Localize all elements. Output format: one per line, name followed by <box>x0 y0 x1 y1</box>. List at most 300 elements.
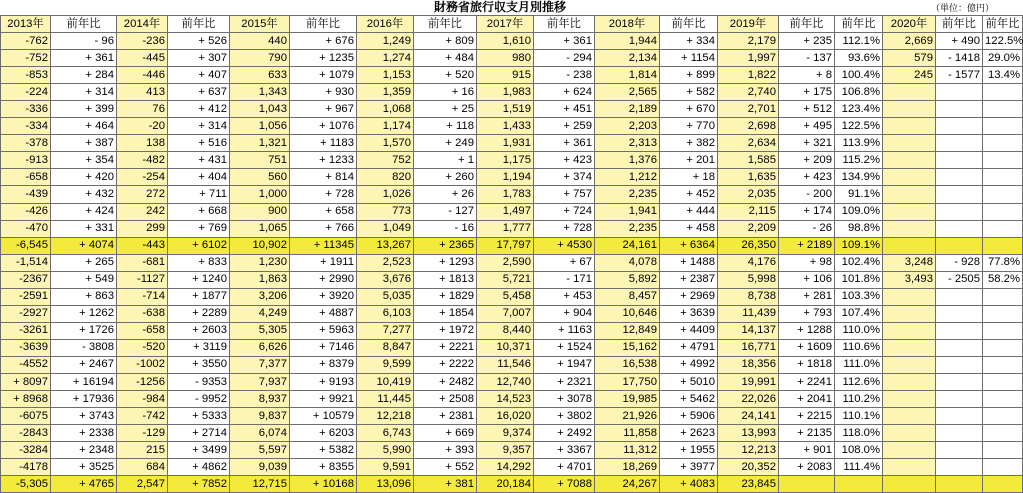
table-cell: 10,419 <box>357 373 414 390</box>
table-cell: - 1577 <box>936 67 983 84</box>
table-cell: + 512 <box>779 101 835 118</box>
table-cell: -1127 <box>117 271 168 288</box>
table-cell <box>883 135 936 152</box>
table-cell: + 2041 <box>779 391 835 408</box>
table-cell: - 9952 <box>168 391 230 408</box>
table-cell: 245 <box>883 67 936 84</box>
table-cell: + 1726 <box>51 322 117 339</box>
table-cell: -2367 <box>1 271 51 288</box>
table-cell: 19,985 <box>595 391 660 408</box>
table-cell: 10,371 <box>477 339 534 356</box>
table-cell: + 444 <box>660 203 718 220</box>
table-cell: - 137 <box>779 50 835 67</box>
table-cell: 16,771 <box>718 339 779 356</box>
table-cell: + 2348 <box>51 442 117 459</box>
table-cell <box>936 118 983 135</box>
table-cell: 1,610 <box>477 33 534 50</box>
table-cell: -439 <box>1 186 51 203</box>
table-cell: + 8355 <box>290 459 357 476</box>
column-header: 前年比 <box>168 16 230 33</box>
column-header: 2014年 <box>117 16 168 33</box>
table-cell: 8,738 <box>718 288 779 305</box>
table-cell: + 833 <box>168 254 230 271</box>
table-cell: 1,814 <box>595 67 660 84</box>
table-cell <box>983 459 1023 476</box>
table-row <box>1 356 1023 373</box>
table-cell: 2,523 <box>357 254 414 271</box>
table-cell <box>883 476 936 493</box>
table-cell: -681 <box>117 254 168 271</box>
table-cell: + 174 <box>779 203 835 220</box>
table-cell: + 3639 <box>660 305 718 322</box>
table-cell: + 11345 <box>290 237 357 254</box>
table-cell: 1,230 <box>230 254 290 271</box>
table-cell: + 423 <box>779 169 835 186</box>
table-cell: -1,514 <box>1 254 51 271</box>
table-cell: + 382 <box>660 135 718 152</box>
table-cell: - 928 <box>936 254 983 271</box>
table-cell: + 5010 <box>660 373 718 390</box>
table-cell: 111.0% <box>835 356 883 373</box>
table-cell: - 127 <box>414 203 477 220</box>
table-cell: + 354 <box>51 152 117 169</box>
table-cell: + 67 <box>534 254 595 271</box>
table-cell: + 4791 <box>660 339 718 356</box>
table-cell: 21,926 <box>595 408 660 425</box>
table-cell: + 2189 <box>779 237 835 254</box>
table-cell: 8,937 <box>230 391 290 408</box>
table-cell: 6,626 <box>230 339 290 356</box>
table-cell: 134.9% <box>835 169 883 186</box>
table-cell: 9,374 <box>477 425 534 442</box>
table-cell: 5,990 <box>357 442 414 459</box>
table-cell <box>983 442 1023 459</box>
table-cell: 9,039 <box>230 459 290 476</box>
table-cell: + 624 <box>534 84 595 101</box>
table-cell: + 2321 <box>534 373 595 390</box>
table-cell: 2,189 <box>595 101 660 118</box>
table-cell: 12,218 <box>357 408 414 425</box>
table-cell <box>883 118 936 135</box>
column-header: 前年比 <box>936 16 983 33</box>
table-cell: 7,277 <box>357 322 414 339</box>
table-row <box>1 391 1023 408</box>
table-cell: 29.0% <box>983 50 1023 67</box>
table-cell <box>883 339 936 356</box>
table-cell: -224 <box>1 84 51 101</box>
table-cell: + 930 <box>290 84 357 101</box>
table-cell: 20,184 <box>477 476 534 493</box>
table-cell: + 809 <box>414 33 477 50</box>
table-cell: -236 <box>117 33 168 50</box>
table-cell <box>983 152 1023 169</box>
table-cell: + 26 <box>414 186 477 203</box>
table-cell <box>936 84 983 101</box>
table-cell: 684 <box>117 459 168 476</box>
table-cell: + 361 <box>51 50 117 67</box>
table-cell: 1,274 <box>357 50 414 67</box>
table-cell <box>983 237 1023 254</box>
table-cell <box>883 305 936 322</box>
table-cell: + 314 <box>168 118 230 135</box>
table-cell: + 201 <box>660 152 718 169</box>
table-cell: + 281 <box>779 288 835 305</box>
table-cell: + 1911 <box>290 254 357 271</box>
table-cell: + 516 <box>168 135 230 152</box>
table-cell: + 361 <box>534 135 595 152</box>
table-cell <box>936 476 983 493</box>
table-cell: + 423 <box>534 152 595 169</box>
table-cell: + 2241 <box>779 373 835 390</box>
table-cell: + 393 <box>414 442 477 459</box>
table-cell: 560 <box>230 169 290 186</box>
table-cell <box>983 476 1023 493</box>
table-cell: -520 <box>117 339 168 356</box>
table-cell: 77.8% <box>983 254 1023 271</box>
table-cell: 3,206 <box>230 288 290 305</box>
table-cell: - 294 <box>534 50 595 67</box>
table-cell: + 2215 <box>779 408 835 425</box>
table-cell: + 967 <box>290 101 357 118</box>
table-cell: 1,321 <box>230 135 290 152</box>
column-header: 前年比 <box>51 16 117 33</box>
table-cell: -4178 <box>1 459 51 476</box>
table-cell: 14,523 <box>477 391 534 408</box>
table-cell: + 676 <box>290 33 357 50</box>
table-cell: -4552 <box>1 356 51 373</box>
table-cell: -129 <box>117 425 168 442</box>
table-cell <box>936 391 983 408</box>
table-cell: 108.0% <box>835 442 883 459</box>
column-header: 前年比 <box>779 16 835 33</box>
table-cell: 106.8% <box>835 84 883 101</box>
table-cell: 6,743 <box>357 425 414 442</box>
table-cell: + 757 <box>534 186 595 203</box>
table-cell: + 711 <box>168 186 230 203</box>
table-cell: 5,721 <box>477 271 534 288</box>
table-cell: + 2492 <box>534 425 595 442</box>
table-cell: + 407 <box>168 67 230 84</box>
table-cell <box>983 186 1023 203</box>
table-cell: -378 <box>1 135 51 152</box>
table-cell <box>983 339 1023 356</box>
table-cell: -470 <box>1 220 51 237</box>
table-cell: + 728 <box>534 220 595 237</box>
table-cell: + 668 <box>168 203 230 220</box>
column-header: 2020年 <box>883 16 936 33</box>
table-cell: 5,892 <box>595 271 660 288</box>
table-cell: 11,439 <box>718 305 779 322</box>
table-cell: 2,590 <box>477 254 534 271</box>
table-row <box>1 186 1023 203</box>
table-cell: + 2623 <box>660 425 718 442</box>
table-cell: 2,179 <box>718 33 779 50</box>
table-cell <box>883 442 936 459</box>
table-cell: + 2387 <box>660 271 718 288</box>
table-cell: + 899 <box>660 67 718 84</box>
table-cell: 12,715 <box>230 476 290 493</box>
table-cell: + 1609 <box>779 339 835 356</box>
table-cell: 440 <box>230 33 290 50</box>
table-cell: 8,847 <box>357 339 414 356</box>
table-cell: 17,750 <box>595 373 660 390</box>
table-cell: + 3920 <box>290 288 357 305</box>
table-cell: + 16194 <box>51 373 117 390</box>
table-cell: 1,931 <box>477 135 534 152</box>
table-cell: + 1262 <box>51 305 117 322</box>
table-cell: 17,797 <box>477 237 534 254</box>
table-cell: + 2289 <box>168 305 230 322</box>
table-cell: 1,519 <box>477 101 534 118</box>
table-cell: + 4887 <box>290 305 357 322</box>
table-cell <box>936 322 983 339</box>
table-cell <box>883 203 936 220</box>
table-cell: + 458 <box>660 220 718 237</box>
table-cell: 24,161 <box>595 237 660 254</box>
table-cell: -658 <box>117 322 168 339</box>
table-row <box>1 33 1023 50</box>
table-cell: 5,458 <box>477 288 534 305</box>
column-header: 2013年 <box>1 16 51 33</box>
table-cell: + 25 <box>414 101 477 118</box>
table-row <box>1 152 1023 169</box>
table-cell: + 2365 <box>414 237 477 254</box>
table-cell: -254 <box>117 169 168 186</box>
table-cell: + 7146 <box>290 339 357 356</box>
table-cell: + 6364 <box>660 237 718 254</box>
table-cell: 2,203 <box>595 118 660 135</box>
table-cell: 900 <box>230 203 290 220</box>
table-row <box>1 101 1023 118</box>
table-cell: 3,676 <box>357 271 414 288</box>
table-cell: -762 <box>1 33 51 50</box>
table-cell: 76 <box>117 101 168 118</box>
table-cell: + 16 <box>414 84 477 101</box>
table-cell: + 118 <box>414 118 477 135</box>
table-cell: - 200 <box>779 186 835 203</box>
table-cell <box>983 203 1023 220</box>
table-cell: -3284 <box>1 442 51 459</box>
table-row <box>1 50 1023 67</box>
table-cell: 1,056 <box>230 118 290 135</box>
table-cell: - 238 <box>534 67 595 84</box>
table-cell: -20 <box>117 118 168 135</box>
table-cell <box>936 135 983 152</box>
table-cell: 9,837 <box>230 408 290 425</box>
table-cell: 1,777 <box>477 220 534 237</box>
table-cell: -3261 <box>1 322 51 339</box>
table-cell: + 404 <box>168 169 230 186</box>
table-cell <box>883 237 936 254</box>
table-cell <box>883 186 936 203</box>
table-cell: 11,445 <box>357 391 414 408</box>
table-cell: + 2508 <box>414 391 477 408</box>
table-cell: 1,783 <box>477 186 534 203</box>
table-cell: 1,175 <box>477 152 534 169</box>
table-cell: 1,997 <box>718 50 779 67</box>
table-cell <box>983 288 1023 305</box>
table-cell: + 374 <box>534 169 595 186</box>
table-cell: 242 <box>117 203 168 220</box>
table-cell <box>983 101 1023 118</box>
table-cell: 24,141 <box>718 408 779 425</box>
table-cell: 1,944 <box>595 33 660 50</box>
table-cell: 1,376 <box>595 152 660 169</box>
table-cell: - 1418 <box>936 50 983 67</box>
table-cell: -853 <box>1 67 51 84</box>
table-row <box>1 476 1023 493</box>
table-cell: 5,998 <box>718 271 779 288</box>
table-cell: + 3078 <box>534 391 595 408</box>
table-cell: 110.2% <box>835 391 883 408</box>
table-cell: 101.8% <box>835 271 883 288</box>
table-cell: - 2505 <box>936 271 983 288</box>
table-cell: 1,635 <box>718 169 779 186</box>
table-cell: + 2338 <box>51 425 117 442</box>
table-cell <box>983 169 1023 186</box>
table-cell: + 9921 <box>290 391 357 408</box>
table-cell: 2,035 <box>718 186 779 203</box>
table-cell: -984 <box>117 391 168 408</box>
table-cell: -714 <box>117 288 168 305</box>
table-cell: + 495 <box>779 118 835 135</box>
table-cell: + 8 <box>779 67 835 84</box>
table-cell: + 17936 <box>51 391 117 408</box>
table-cell <box>936 459 983 476</box>
table-cell: 4,078 <box>595 254 660 271</box>
table-cell: 752 <box>357 152 414 169</box>
table-row <box>1 203 1023 220</box>
table-cell <box>936 373 983 390</box>
table-cell: + 3119 <box>168 339 230 356</box>
table-cell <box>936 442 983 459</box>
table-row <box>1 339 1023 356</box>
table-cell: + 381 <box>414 476 477 493</box>
table-cell: + 2714 <box>168 425 230 442</box>
table-cell: + 1079 <box>290 67 357 84</box>
table-cell: + 334 <box>660 33 718 50</box>
table-cell: + 1076 <box>290 118 357 135</box>
table-row <box>1 322 1023 339</box>
table-cell: + 2222 <box>414 356 477 373</box>
column-header: 2017年 <box>477 16 534 33</box>
table-cell <box>936 305 983 322</box>
table-cell: + 770 <box>660 118 718 135</box>
table-cell <box>883 84 936 101</box>
table-cell: -5,305 <box>1 476 51 493</box>
table-cell <box>983 425 1023 442</box>
table-cell: + 669 <box>414 425 477 442</box>
table-cell: 109.0% <box>835 203 883 220</box>
table-cell: + 901 <box>779 442 835 459</box>
table-row <box>1 135 1023 152</box>
table-cell: 299 <box>117 220 168 237</box>
table-cell: + 387 <box>51 135 117 152</box>
table-cell: + 8097 <box>1 373 51 390</box>
table-cell: 215 <box>117 442 168 459</box>
table-cell: + 3743 <box>51 408 117 425</box>
column-header: 前年比 <box>660 16 718 33</box>
table-cell: 7,007 <box>477 305 534 322</box>
table-cell: 1,212 <box>595 169 660 186</box>
table-cell: 272 <box>117 186 168 203</box>
table-cell: 110.6% <box>835 339 883 356</box>
table-cell: + 1154 <box>660 50 718 67</box>
table-cell: + 637 <box>168 84 230 101</box>
table-cell: 107.4% <box>835 305 883 322</box>
table-row <box>1 442 1023 459</box>
table-cell: 2,698 <box>718 118 779 135</box>
column-header: 2018年 <box>595 16 660 33</box>
table-cell: 1,941 <box>595 203 660 220</box>
table-cell: -638 <box>117 305 168 322</box>
table-cell: + 1813 <box>414 271 477 288</box>
table-cell: -2591 <box>1 288 51 305</box>
table-cell: + 3802 <box>534 408 595 425</box>
table-cell: 2,115 <box>718 203 779 220</box>
table-cell: + 260 <box>414 169 477 186</box>
table-cell: 109.1% <box>835 237 883 254</box>
table-cell: 8,440 <box>477 322 534 339</box>
table-cell: + 361 <box>534 33 595 50</box>
table-cell: + 769 <box>168 220 230 237</box>
table-cell: 2,565 <box>595 84 660 101</box>
table-cell: + 399 <box>51 101 117 118</box>
table-cell: 10,646 <box>595 305 660 322</box>
table-cell <box>883 459 936 476</box>
table-cell: 2,740 <box>718 84 779 101</box>
table-cell: 110.0% <box>835 322 883 339</box>
table-cell <box>983 322 1023 339</box>
table-cell: + 2603 <box>168 322 230 339</box>
table-cell: 633 <box>230 67 290 84</box>
table-cell: 1,983 <box>477 84 534 101</box>
table-cell: 2,235 <box>595 186 660 203</box>
table-cell: 122.5% <box>983 33 1023 50</box>
table-cell <box>936 425 983 442</box>
table-title: 財務省旅行収支月別推移 <box>433 0 566 14</box>
table-cell: 7,937 <box>230 373 290 390</box>
table-cell <box>936 408 983 425</box>
table-cell: 773 <box>357 203 414 220</box>
table-cell: 980 <box>477 50 534 67</box>
table-cell: 6,074 <box>230 425 290 442</box>
table-cell: 9,357 <box>477 442 534 459</box>
table-cell: + 1818 <box>779 356 835 373</box>
table-cell: + 1183 <box>290 135 357 152</box>
table-cell: 1,359 <box>357 84 414 101</box>
table-cell: 5,035 <box>357 288 414 305</box>
table-cell <box>983 305 1023 322</box>
table-cell <box>983 135 1023 152</box>
table-cell: + 6203 <box>290 425 357 442</box>
table-cell: 26,350 <box>718 237 779 254</box>
table-cell: -1256 <box>117 373 168 390</box>
table-cell <box>983 391 1023 408</box>
table-row <box>1 220 1023 237</box>
table-cell: + 3499 <box>168 442 230 459</box>
table-cell: 1,000 <box>230 186 290 203</box>
table-row <box>1 84 1023 101</box>
table-cell: 1,049 <box>357 220 414 237</box>
table-cell: + 420 <box>51 169 117 186</box>
table-cell: -336 <box>1 101 51 118</box>
table-cell <box>936 356 983 373</box>
table-cell: + 249 <box>414 135 477 152</box>
column-header: 2015年 <box>230 16 290 33</box>
table-cell: 11,546 <box>477 356 534 373</box>
table-cell <box>936 152 983 169</box>
